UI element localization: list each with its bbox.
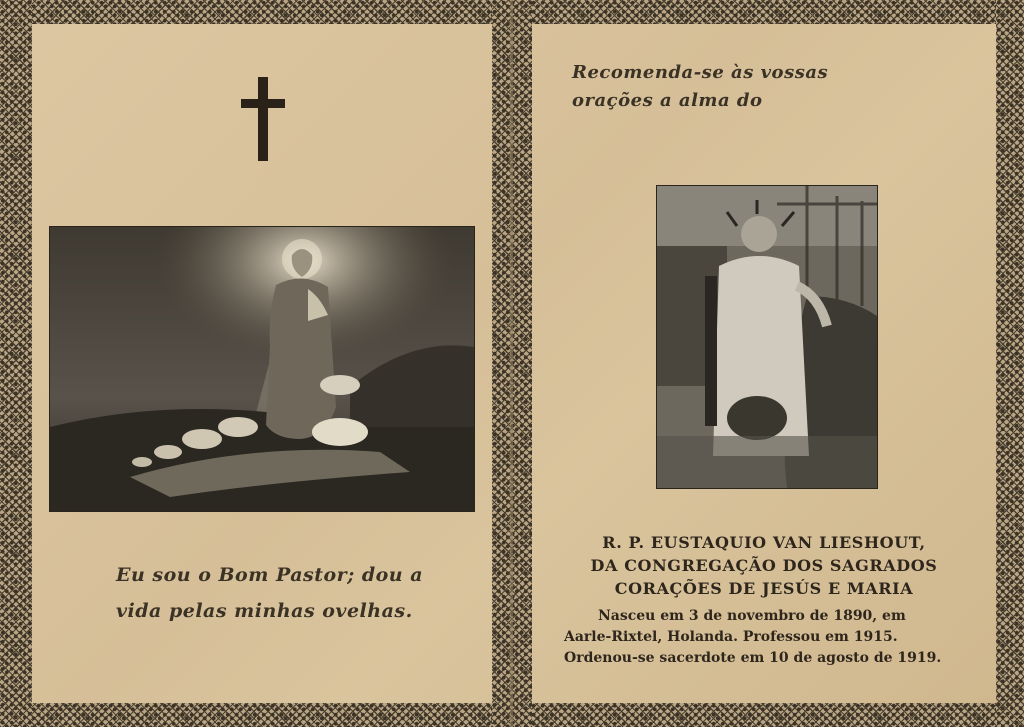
ornamental-border-right	[996, 0, 1024, 727]
recommendation-text	[572, 59, 828, 115]
bio-line: Ordenou-se sacerdote em 10 de agosto de 1919.	[564, 650, 942, 666]
center-fold	[510, 0, 513, 727]
good-shepherd-image	[49, 226, 475, 512]
bio-line: Aarle-Rixtel, Holanda. Professou em 1915.	[564, 629, 898, 645]
priest-portrait	[656, 185, 878, 489]
quote-line: vida pelas minhas ovelhas.	[116, 600, 413, 622]
ornamental-border-left	[0, 0, 32, 727]
biography	[564, 606, 964, 669]
bible-quote	[116, 557, 446, 629]
cross-icon	[241, 77, 285, 161]
right-panel	[532, 24, 996, 703]
recommend-line: Recomenda-se às vossas	[572, 62, 829, 83]
quote-line: Eu sou o Bom Pastor; dou a	[116, 564, 424, 586]
congregation-line: DA CONGREGAÇÃO DOS SAGRADOS	[590, 556, 938, 575]
deceased-name	[564, 531, 964, 600]
left-panel	[32, 24, 492, 703]
name-line: R. P. EUSTAQUIO VAN LIESHOUT,	[602, 533, 926, 552]
congregation-line: CORAÇÕES DE JESÚS E MARIA	[614, 579, 914, 598]
bio-line: Nasceu em 3 de novembro de 1890, em	[598, 608, 906, 624]
recommend-line: orações a alma do	[572, 90, 763, 111]
